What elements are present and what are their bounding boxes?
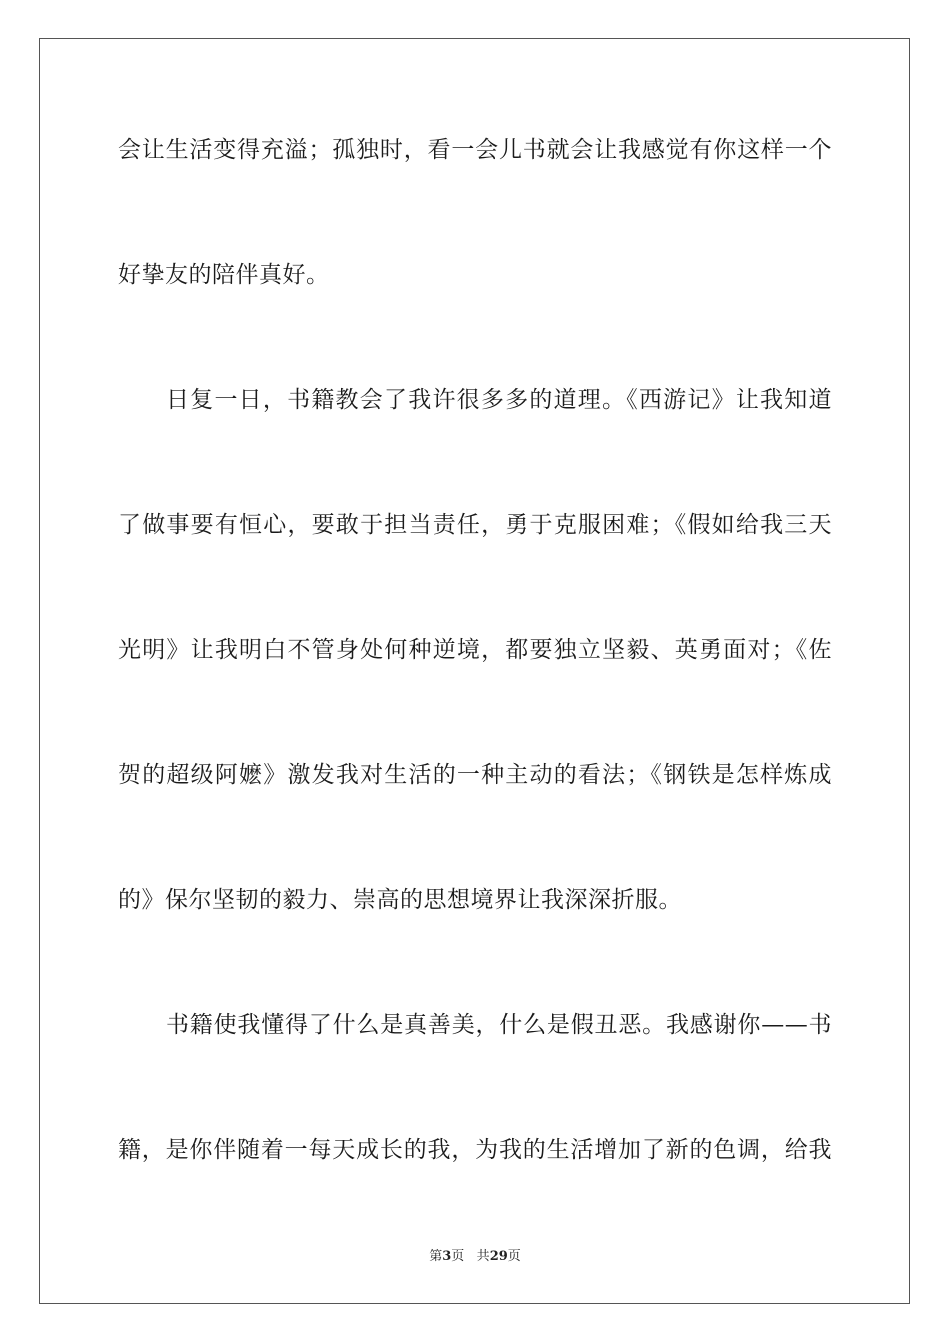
page-unit: 页 bbox=[451, 1249, 465, 1264]
body-line-8: 书籍使我懂得了什么是真善美，什么是假丑恶。我感谢你——书 bbox=[166, 1012, 832, 1038]
page-current: 3 bbox=[442, 1249, 452, 1264]
total-prefix: 共 bbox=[476, 1249, 490, 1264]
body-line-2: 好挚友的陪伴真好。 bbox=[118, 262, 330, 288]
body-line-4: 了做事要有恒心，要敢于担当责任，勇于克服困难；《假如给我三天 bbox=[118, 512, 832, 538]
body-line-1: 会让生活变得充溢；孤独时，看一会儿书就会让我感觉有你这样一个 bbox=[118, 137, 832, 163]
body-line-9: 籍，是你伴随着一每天成长的我，为我的生活增加了新的色调，给我 bbox=[118, 1137, 832, 1163]
body-line-3: 日复一日，书籍教会了我许很多多的道理。《西游记》让我知道 bbox=[166, 387, 832, 413]
page-footer bbox=[0, 1248, 950, 1266]
page-prefix: 第 bbox=[429, 1249, 443, 1264]
body-line-7: 的》保尔坚韧的毅力、崇高的思想境界让我深深折服。 bbox=[118, 887, 682, 913]
total-unit: 页 bbox=[507, 1249, 521, 1264]
body-line-5: 光明》让我明白不管身处何种逆境，都要独立坚毅、英勇面对；《佐 bbox=[118, 637, 832, 663]
body-line-6: 贺的超级阿嬷》激发我对生活的一种主动的看法；《钢铁是怎样炼成 bbox=[118, 762, 832, 788]
page-border bbox=[39, 38, 910, 1304]
page-total: 29 bbox=[489, 1249, 508, 1264]
